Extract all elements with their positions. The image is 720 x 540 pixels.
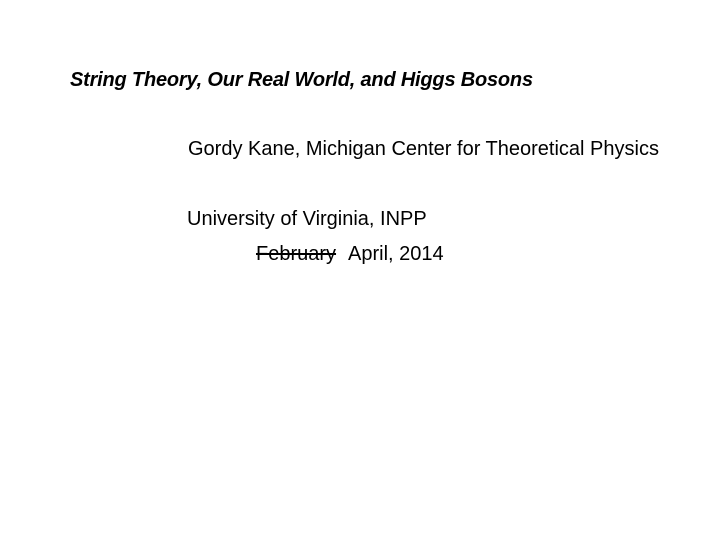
slide-title: String Theory, Our Real World, and Higgs Bosons <box>70 69 533 91</box>
author-affiliation-line: Gordy Kane, Michigan Center for Theoretical Physics <box>188 138 659 160</box>
date-struck-word: February <box>256 243 337 265</box>
date-line <box>256 242 444 267</box>
venue-line: University of Virginia, INPP <box>187 208 427 230</box>
date-current: April, 2014 <box>348 243 444 265</box>
